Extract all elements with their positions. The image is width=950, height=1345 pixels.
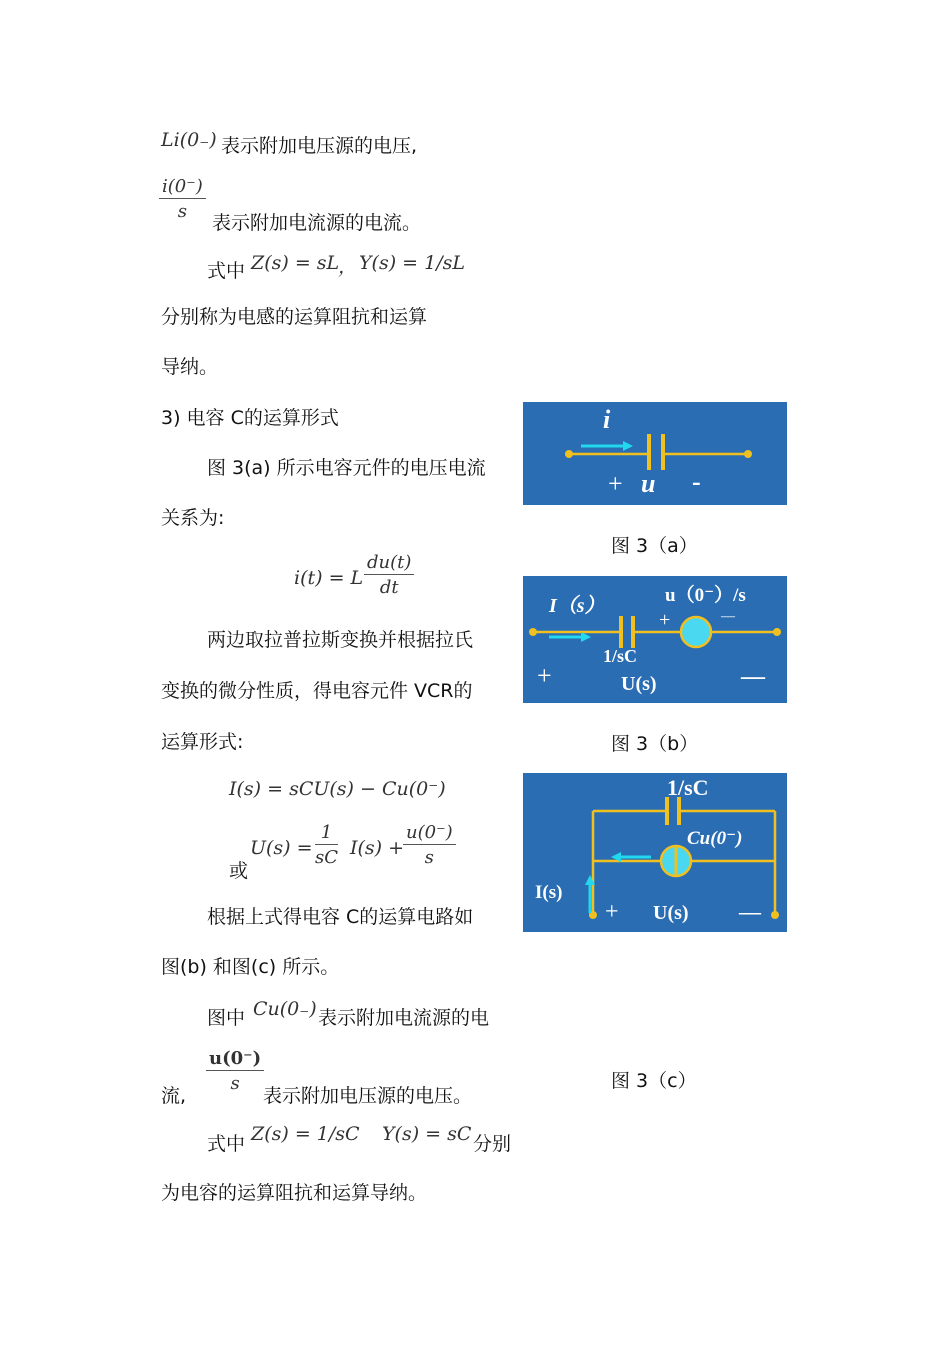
text-line-5: 导纳。 [161, 356, 219, 378]
eq1-lhs: i(t) = L [294, 567, 364, 589]
fig-a-voltage-label: u [641, 469, 656, 498]
eq3-fraction-1: $\frac{1}{sC}$ [315, 822, 339, 868]
fig-b-capacitor-label: 1/sC [603, 646, 638, 666]
fig-c-plus: + [605, 899, 619, 925]
fig-c-minus: — [739, 899, 761, 924]
math-Y-1-sL: Y(s) = 1/sL [359, 252, 465, 274]
fig-b-source-label: u（0⁻）/s [665, 585, 746, 606]
figure-3b [523, 576, 787, 703]
caption-3c: 图 3（c） [611, 1070, 697, 1092]
text-shizhong-1: 式中 [207, 260, 246, 282]
fraction-u0-over-s: $\frac{u(0^-)}{s}$ [206, 1048, 264, 1094]
fig-b-plus: + [537, 661, 552, 690]
fraction-i0-over-s: $\frac{i(0^-)}{s}$ [159, 176, 206, 222]
eq3-lhs: U(s) = [250, 837, 313, 859]
figure-3c [523, 773, 787, 932]
fig-a-minus: - [692, 467, 701, 496]
text-line-12: 图(b) 和图(c) 所示。 [161, 956, 340, 978]
text-or: 或 [229, 860, 249, 882]
text-line-2: 表示附加电流源的电流。 [212, 212, 422, 234]
text-line-14: 表示附加电压源的电压。 [263, 1085, 473, 1107]
text-shizhong-2: 式中 [207, 1133, 246, 1155]
text-tuzhong: 图中 [207, 1007, 246, 1029]
math-Y-sC: Y(s) = sC [382, 1123, 472, 1145]
fig-c-capacitor-label: 1/sC [667, 775, 709, 800]
text-line-7: 关系为: [161, 507, 225, 529]
text-line-10: 运算形式: [161, 731, 244, 753]
fig-b-source-plus: + [659, 609, 671, 631]
caption-3b: 图 3（b） [611, 733, 699, 755]
math-Z-sL: Z(s) = sL [251, 252, 340, 274]
text-line-4: 分别称为电感的运算阻抗和运算 [161, 306, 428, 328]
figure-3a-circuit [523, 402, 787, 505]
figure-3b-circuit [523, 576, 787, 703]
fig-b-minus: — [741, 664, 765, 690]
text-line-16: 为电容的运算阻抗和运算导纳。 [161, 1182, 428, 1204]
fig-c-current-label: I(s) [535, 882, 563, 903]
text-line-8: 两边取拉普拉斯变换并根据拉氏 [207, 629, 474, 651]
eq3-fraction-2: $\frac{u(0^-)}{s}$ [403, 822, 456, 868]
text-liu: 流, [161, 1085, 187, 1107]
fig-c-source-label: Cu(0⁻) [687, 828, 743, 849]
fig-c-voltage-label: U(s) [653, 902, 689, 924]
text-line-13: 表示附加电流源的电 [318, 1007, 490, 1029]
fig-b-current-label: I（s） [549, 595, 605, 617]
figure-3c-circuit [523, 773, 787, 932]
eq2: I(s) = sCU(s) − Cu(0⁻) [229, 778, 446, 800]
fig-b-voltage-label: U(s) [621, 673, 657, 695]
text-line-11: 根据上式得电容 C的运算电路如 [207, 906, 474, 928]
eq3-mid: I(s) + [350, 837, 405, 859]
text-line-1: 表示附加电压源的电压, [221, 135, 418, 157]
text-line-6: 图 3(a) 所示电容元件的电压电流 [207, 457, 486, 479]
section-heading: 3) 电容 C的运算形式 [161, 407, 339, 429]
fig-a-plus: + [608, 469, 623, 498]
eq1-fraction: $\frac{du(t)}{dt}$ [364, 552, 414, 598]
figure-3a [523, 402, 787, 505]
fig-b-source-minus: — [721, 609, 735, 624]
math-Cu0: Cu(0₋) [253, 998, 317, 1020]
text-fenbie: 分别 [473, 1133, 512, 1155]
math-Li0: Li(0₋) [161, 129, 217, 151]
math-separator: ， [338, 256, 358, 278]
caption-3a: 图 3（a） [611, 535, 698, 557]
fig-a-current-label: i [603, 405, 611, 434]
math-Z-1-sC: Z(s) = 1/sC [251, 1123, 360, 1145]
text-line-9: 变换的微分性质，得电容元件 VCR的 [161, 680, 473, 702]
